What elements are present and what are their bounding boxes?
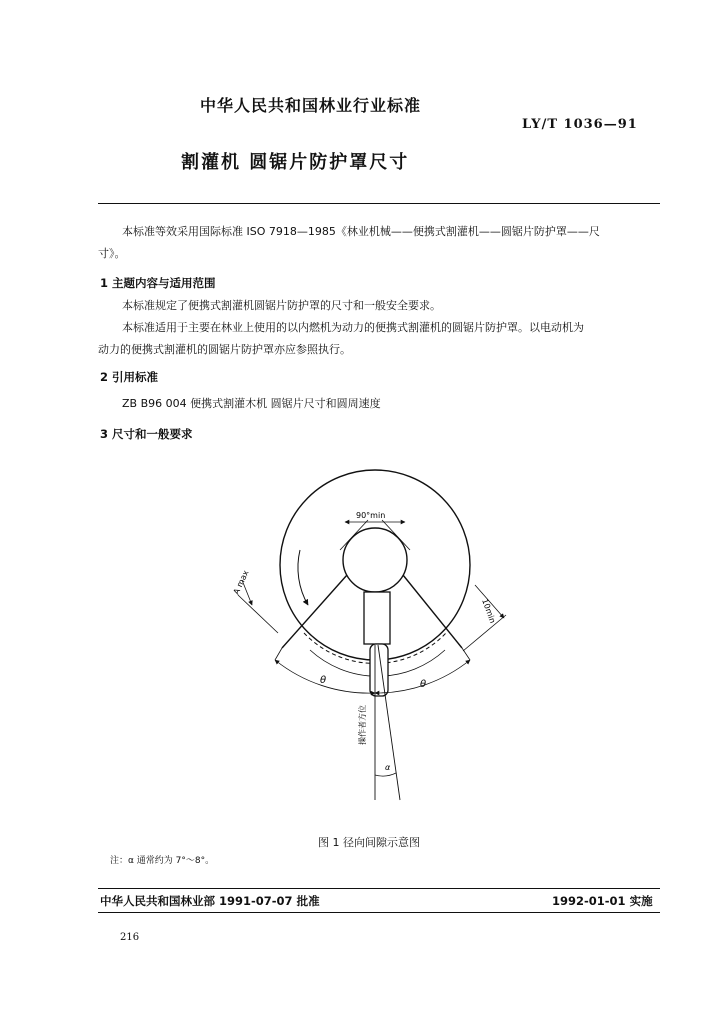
standard-code: LY/T 1036—91 xyxy=(522,117,638,132)
section-2-heading: 2 引用标准 xyxy=(100,370,159,384)
figure-note: 注：α 通常约为 7°～8°。 xyxy=(110,856,215,866)
effective-date: 1992-01-01 实施 xyxy=(552,894,653,908)
clearance-label: 10min xyxy=(480,597,498,625)
header-rule xyxy=(98,203,660,204)
section-3-heading: 3 尺寸和一般要求 xyxy=(100,427,193,441)
document-title: 割灌机 圆锯片防护罩尺寸 xyxy=(181,152,410,173)
drive-shaft xyxy=(364,592,390,644)
radial-clearance-diagram xyxy=(220,455,520,815)
operator-direction-label: 操作者方位 xyxy=(358,705,367,745)
referenced-standard: ZB B96 004 便携式割灌木机 圆锯片尺寸和圆周速度 xyxy=(122,397,381,410)
intro-line-2: 寸》。 xyxy=(98,247,126,260)
issuing-organization: 中华人民共和国林业行业标准 xyxy=(200,96,422,115)
angle-label: 90°min xyxy=(356,511,386,520)
figure-caption: 图 1 径向间隙示意图 xyxy=(318,836,420,849)
section-1-line-3: 动力的便携式割灌机的圆锯片防护罩亦应参照执行。 xyxy=(98,343,351,356)
theta-label-left: θ xyxy=(320,675,327,686)
page-number: 216 xyxy=(120,932,140,943)
footer-rule-top xyxy=(98,888,660,889)
amax-label: A max xyxy=(231,568,251,596)
section-1-line-2: 本标准适用于主要在林业上使用的以内燃机为动力的便携式割灌机的圆锯片防护罩。以电动机为 xyxy=(122,321,584,334)
approval-date: 中华人民共和国林业部 1991-07-07 批准 xyxy=(100,894,320,908)
theta-label-right: θ xyxy=(420,679,427,690)
intro-line-1: 本标准等效采用国际标准 ISO 7918—1985《林业机械——便携式割灌机——圆锯片防护罩——尺 xyxy=(122,225,600,238)
hub-circle xyxy=(343,528,407,592)
section-1-heading: 1 主题内容与适用范围 xyxy=(100,276,216,290)
section-1-line-1: 本标准规定了便携式割灌机圆锯片防护罩的尺寸和一般安全要求。 xyxy=(122,299,441,312)
footer-rule-bottom xyxy=(98,912,660,913)
alpha-label: α xyxy=(385,763,391,772)
